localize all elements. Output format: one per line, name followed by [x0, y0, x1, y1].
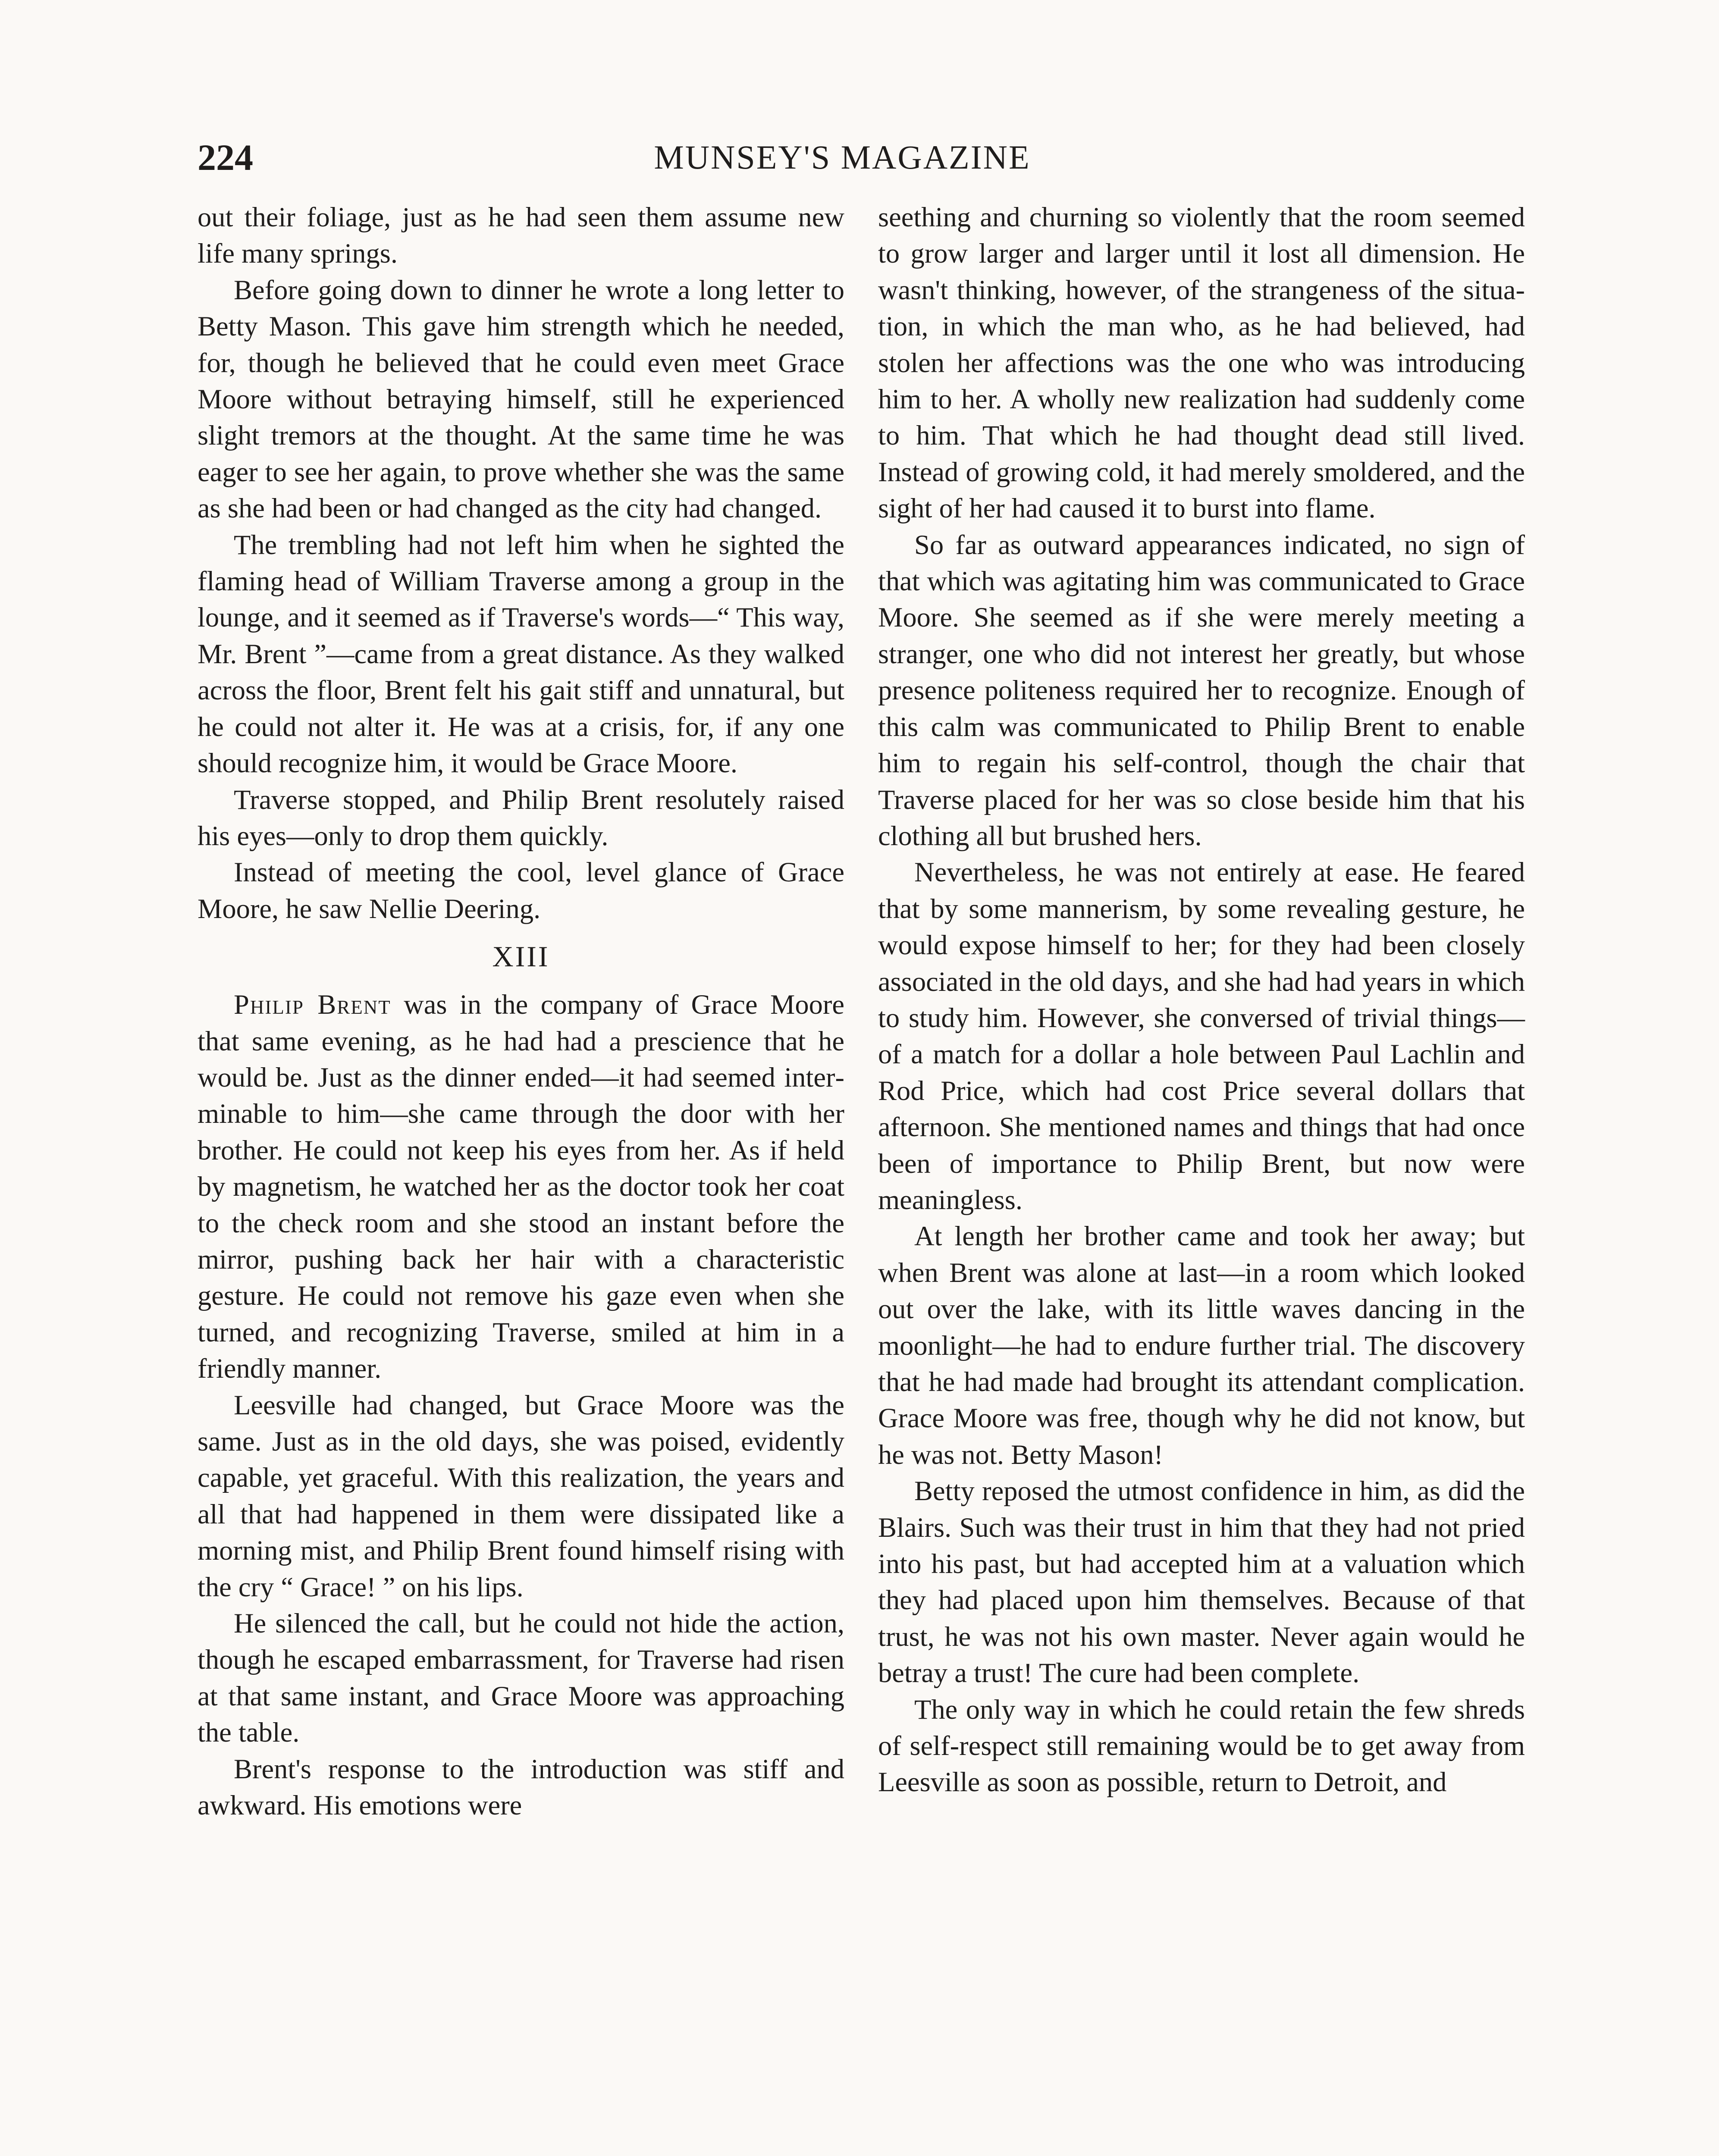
- paragraph: Brent's response to the introduction was stiff and awkward. His emotions were: [198, 1753, 844, 1821]
- chapter-heading: XIII: [492, 940, 550, 973]
- paragraph: So far as outward appearances indicated, no sign of that which was agitating him was communicated to Grace Moore. She seemed as if she were merely meeting a stranger, one who did not interest her greatly, but whose presence politeness required her to recognize. Enough of this calm was communicated to Philip Brent to enable him to regain his self-control, though the chair that Traverse placed for her was so close beside him that his clothing all but brushed hers.: [878, 529, 1525, 851]
- page-number: 224: [198, 137, 253, 178]
- paragraph: The trembling had not left him when he sighted the flaming head of William Traverse among a group in the lounge, and it seemed as if Traverse's words—“ This way, Mr. Brent ”—came from a great distance. As they walked across the floor, Brent felt his gait stiff and unnatural, but he could not alter it. He was at a crisis, for, if any one should recognize him, it would be Grace Moore.: [198, 529, 844, 779]
- paragraph: Before going down to dinner he wrote a long letter to Betty Mason. This gave him strength which he needed, for, though he believed that he could even meet Grace Moore without betraying himself, still he experienced slight tremors at the thought. At the same time he was eager to see her again, to prove whether she was the same as she had been or had changed as the city had changed.: [198, 274, 844, 524]
- paragraph: out their foliage, just as he had seen them assume new life many springs.: [198, 202, 844, 269]
- right-column: [878, 199, 1525, 1801]
- paragraph: Traverse stopped, and Philip Brent resolutely raised his eyes—only to drop them quickly.: [198, 784, 844, 851]
- left-column: [198, 199, 844, 1824]
- paragraph-text: was in the company of Grace Moore that same evening, as he had had a prescience that he would be. Just as the dinner ended—it had seemed interminable to him—she came through the door with her brother. He could not keep his eyes from her. As if held by magnetism, he watched her as the doctor took her coat to the check room and she stood an instant before the mirror, pushing back her hair with a characteristic gesture. He could not remove his gaze even when she turned, and recognizing Traverse, smiled at him in a friendly manner.: [198, 989, 844, 1384]
- paragraph: seething and churning so violently that the room seemed to grow larger and larger until it lost all dimension. He wasn't thinking, however, of the strangeness of the situation, in which the man who, as he had believed, had stolen her affections was the one who was introducing him to her. A wholly new realization had suddenly come to him. That which he had thought dead still lived. Instead of growing cold, it had merely smoldered, and the sight of her had caused it to burst into flame.: [878, 202, 1525, 524]
- running-title: MUNSEY'S MAGAZINE: [654, 138, 1031, 176]
- paragraph: He silenced the call, but he could not hide the action, though he escaped embarrassment, for Traverse had risen at that same instant, and Grace Moore was approaching the table.: [198, 1608, 844, 1748]
- paragraph: Nevertheless, he was not entirely at ease. He feared that by some mannerism, by some revealing gesture, he would expose himself to her; for they had been closely associated in the old days, and she had had years in which to study him. However, she conversed of trivial things—of a match for a dollar a hole between Paul Lachlin and Rod Price, which had cost Price several dollars that afternoon. She mentioned names and things that had once been of importance to Philip Brent, but now were meaningless.: [878, 857, 1525, 1215]
- page-header: [198, 129, 1487, 185]
- paragraph: Betty reposed the utmost confidence in him, as did the Blairs. Such was their trust in him that they had not pried into his past, but had accepted him at a valuation which they had placed upon him themselves. Because of that trust, he was not his own master. Never again would he betray a trust! The cure had been complete.: [878, 1476, 1525, 1689]
- paragraph: Leesville had changed, but Grace Moore was the same. Just as in the old days, she was poised, evidently capable, yet graceful. With this realization, the years and all that had happened in them were dissipated like a morning mist, and Philip Brent found himself rising with the cry “ Grace! ” on his lips.: [198, 1389, 844, 1602]
- paragraph: Instead of meeting the cool, level glance of Grace Moore, he saw Nellie Deering.: [198, 857, 844, 924]
- chapter-lead-in: Philip Brent: [234, 989, 391, 1020]
- paragraph: The only way in which he could retain the few shreds of self-respect still remaining would be to get away from Leesville as soon as possible, return to Detroit, and: [878, 1694, 1525, 1798]
- paragraph: At length her brother came and took her away; but when Brent was alone at last—in a room which looked out over the lake, with its little waves dancing in the moonlight—he had to endure further trial. The discovery that he had made had brought its attendant complication. Grace Moore was free, though why he did not know, but he was not. Betty Mason!: [878, 1221, 1525, 1470]
- paragraph: [198, 987, 844, 1387]
